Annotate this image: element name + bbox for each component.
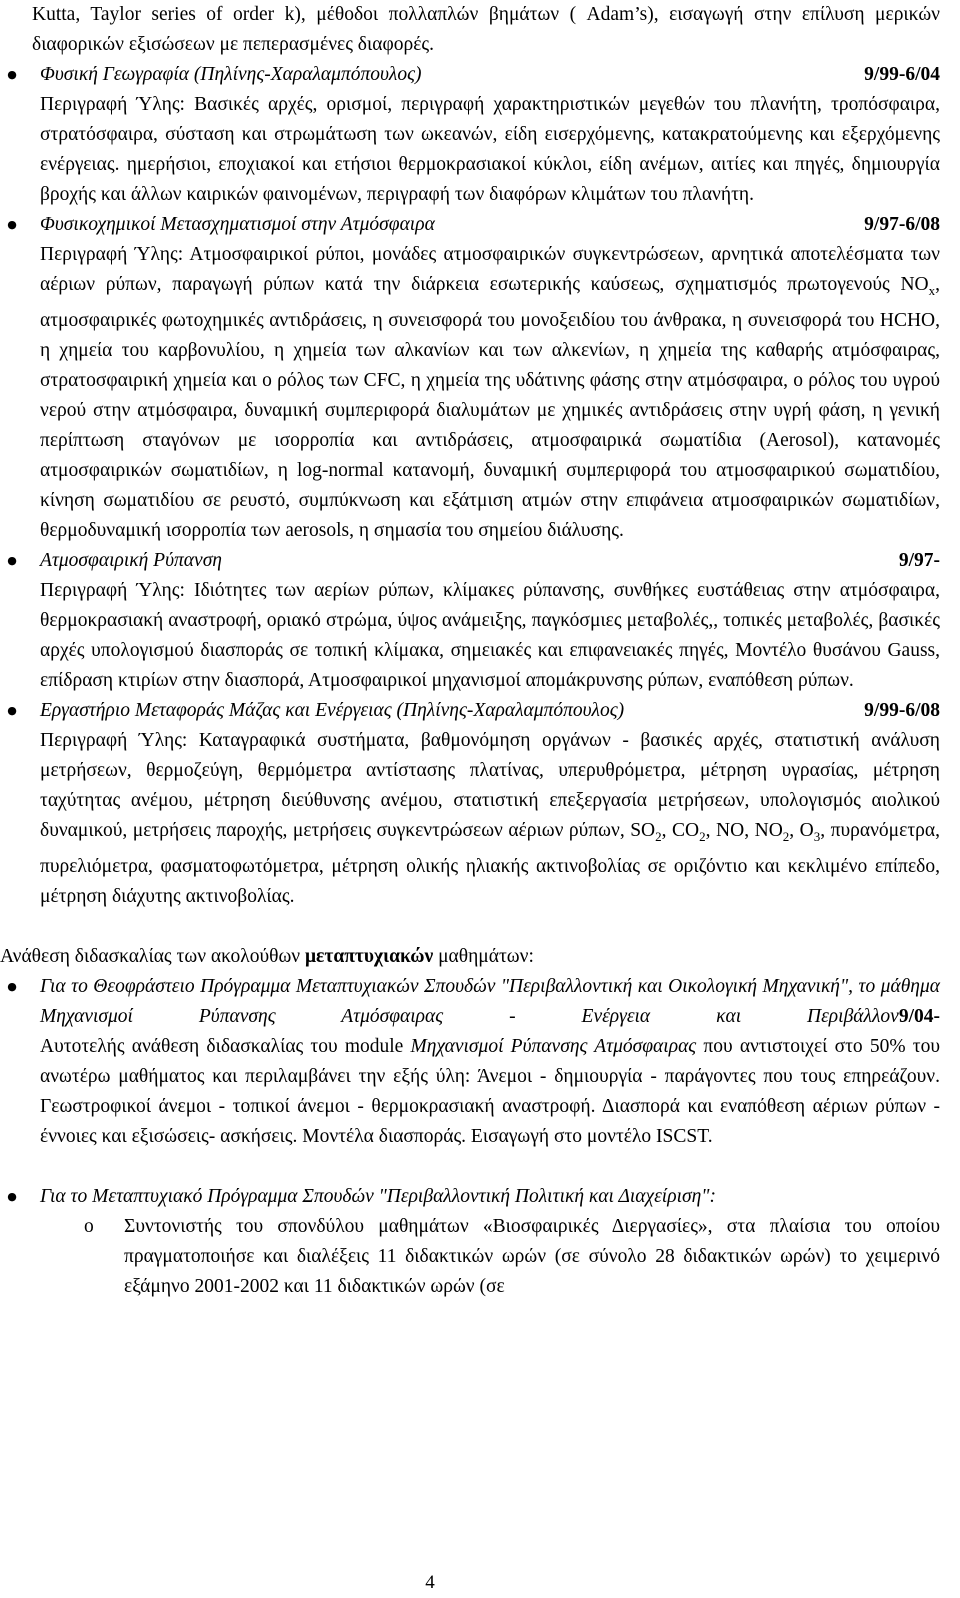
course-dates: 9/99-6/08 xyxy=(864,699,940,721)
bullet-icon: ● xyxy=(7,68,17,81)
postgrad-course-title: Για το Θεοφράστειο Πρόγραμμα Μεταπτυχιακών Σπουδών "Περιβαλλοντική και Οικολογική Μηχανική", το μάθημα Μηχανισμοί Ρύπανσης Ατμόσφαιρας - Ενέργεια και Περιβάλλον 9/04- xyxy=(40,972,940,1032)
course-description: Περιγραφή Ύλης: Ατμοσφαιρικοί ρύποι, μονάδες ατμοσφαιρικών συγκεντρώσεων, αρνητικά αποτελέσματα των αέριων ρύπων, παραγωγή ρύπων κατά την διάρκεια εσωτερικής καύσεως, σχηματισμός πρωτογενούς $NO_x$, ατμοσφαιρικές φωτοχημικές αντιδράσεις, η συνεισφορά του μονοξειδίου του άνθρακα, η συνεισφορά του HCHO, η χημεία του καρβονυλίου, η χημεία των αλκανίων και των αλκενίων, η χημεία της καθαρής ατμόσφαιρας, στρατοσφαιρική χημεία και ο ρόλος των CFC, η χημεία της υδάτινης φάσης στην ατμόσφαιρα, ο ρόλος του υγρού νερού στην ατμόσφαιρα, δυναμική συμπεριφορά διαλυμάτων με χημικές αντιδράσεις στην υγρή φάση, η γενική περίπτωση σταγόνων με ισορροπία και αντιδράσεις, ατμοσφαιρικά σωματίδια (Aerosol), κατανομές ατμοσφαιρικών σωματιδίων, η log-normal κατανομή, δυναμική συμπεριφορά του ατμοσφαιρικού σωματιδίου, κίνηση σωματιδίου σε ρευστό, συμπύκνωση και εξάτμιση ατμών στην επιφάνεια ατμοσφαιρικών σωματιδίων, θερμοδυναμική ισορροπία των aerosols, η σημασία του σημείου διάλυσης. xyxy=(40,244,940,541)
circle-bullet-icon: o xyxy=(84,1215,94,1237)
course-dates: 9/97- xyxy=(898,549,940,571)
course-title: Εργαστήριο Μεταφοράς Μάζας και Ενέργειας (Πηλίνης-Χαραλαμπόπουλος) xyxy=(40,699,625,721)
course-entry xyxy=(7,210,940,546)
continuation-text: Kutta, Taylor series of order k), μέθοδοι πολλαπλών βημάτων ( Adam’s), εισαγωγή στην επίλυση μερικών διαφορικών εξισώσεων με πεπερασμένες διαφορές. xyxy=(32,4,940,55)
course-dates: 9/99-6/04 xyxy=(864,64,940,85)
course-description: Περιγραφή Ύλης: Ιδιότητες των αερίων ρύπων, κλίμακες ρύπανσης, συνθήκες ευστάθειας στην ατμόσφαιρα, θερμοκρασιακή αναστροφή, οριακό στρώμα, ύψος ανάμειξης, παγκόσμιες μεταβολές,, τοπικές μεταβολές, βασικές αρχές υπολογισμού διασποράς σε τοπική κλίμακα, σημειακές και επιφανειακές πηγές, Μοντέλο θυσάνου Gauss, επίδραση κτιρίων στην διασπορά, Ατμοσφαιρικοί μηχανισμοί απομάκρυνσης ρύπων, εναπόθεση ρύπων. xyxy=(40,579,940,691)
bullet-icon: ● xyxy=(7,979,17,993)
postgrad-course-description: Αυτοτελής ανάθεση διδασκαλίας του module Μηχανισμοί Ρύπανσης Ατμόσφαιρας που αντιστοιχεί στο 50% του ανωτέρω μαθήματος και περιλαμβάνει την εξής ύλη: Άνεμοι - δημιουργία - παράγοντες που τους επηρεάζουν. Γεωστροφικοί άνεμοι - τοπικοί άνεμοι - θερμοκρασιακή αναστροφή. Διασπορά και εναπόθεση αέριων ρύπων - έννοιες και εξισώσεις- ασκήσεις. Μοντέλα διασποράς. Εισαγωγή στο μοντέλο ISCST. xyxy=(40,1035,941,1147)
course-description: Περιγραφή Ύλης: Βασικές αρχές, ορισμοί, περιγραφή χαρακτηριστικών μεγεθών του πλανήτη, τροπόσφαιρα, στρατόσφαιρα, σύσταση και στρωμάτωση των ωκεανών, είδη εισερχόμενης, κατακρατούμενης και εξερχόμενης ενέργειας. ημερήσιοι, εποχιακοί και ετήσιοι θερμοκρασιακοί κύκλοι, είδη ανέμων, αιτίες και πηγές, δημιουργία βροχής και άλλων καιρικών φαινομένων, περιγραφή των διαφόρων κλιμάτων του πλανήτη. xyxy=(40,94,940,205)
bullet-icon: ● xyxy=(7,218,17,231)
postgrad-course-title: Για το Μεταπτυχιακό Πρόγραμμα Σπουδών "Περιβαλλοντική Πολιτική και Διαχείριση": xyxy=(40,1185,716,1207)
postgrad-course-entry xyxy=(7,972,941,1152)
bullet-icon: ● xyxy=(7,553,17,567)
assignment-intro: Ανάθεση διδασκαλίας των ακολούθων μεταπτυχιακών μαθημάτων: xyxy=(0,945,534,967)
bullet-icon: ● xyxy=(7,1189,17,1203)
course-title: Ατμοσφαιρική Ρύπανση xyxy=(40,549,222,571)
course-title: Φυσικοχημικοί Μετασχηματισμοί στην Ατμόσφαιρα xyxy=(40,214,435,235)
course-entry xyxy=(7,60,940,210)
course-entry xyxy=(7,696,940,912)
sub-item-text: Συντονιστής του σπονδύλου μαθημάτων «Βιοσφαιρικές Διεργασίες», στα πλαίσια του οποίου πραγματοποιήσε και διαλέξεις 11 διδακτικών ωρών (σε σύνολο 28 διδακτικών ωρών) το χειμερινό εξάμηνο 2001-2002 και 11 διδακτικών ωρών (σε xyxy=(124,1215,940,1297)
course-title: Φυσική Γεωγραφία (Πηλίνης-Χαραλαμπόπουλος) xyxy=(40,64,422,85)
course-entry xyxy=(7,546,940,696)
course-dates: 9/97-6/08 xyxy=(864,214,940,235)
course-description: Περιγραφή Ύλης: Καταγραφικά συστήματα, βαθμονόμηση οργάνων - βασικές αρχές, στατιστική ανάλυση μετρήσεων, θερμοζεύγη, θερμόμετρα αντίστασης πλατίνας, υπερυθρόμετρα, μέτρηση υγρασίας, μέτρηση ταχύτητας ανέμου, μέτρηση διεύθυνσης ανέμου, στατιστική επεξεργασία μετρήσεων, υπολογισμός αιολικού δυναμικού, μετρήσεις παροχής, μετρήσεις συγκεντρώσεων αέριων ρύπων, $SO_2$, $CO_2$, NO, $NO_2$, $O_3$, πυρανόμετρα, πυρελιόμετρα, φασματοφωτόμετρα, μέτρηση ολικής ηλιακής ακτινοβολίας σε οριζόντιο και κεκλιμένο επίπεδο, μέτρηση διάχυτης ακτινοβολίας. xyxy=(40,729,940,907)
course-dates: 9/04- xyxy=(898,1005,940,1027)
page-number: 4 xyxy=(425,1572,435,1593)
postgrad-course-entry xyxy=(7,1182,940,1212)
bullet-icon: ● xyxy=(7,703,17,717)
sub-item xyxy=(32,1212,940,1302)
